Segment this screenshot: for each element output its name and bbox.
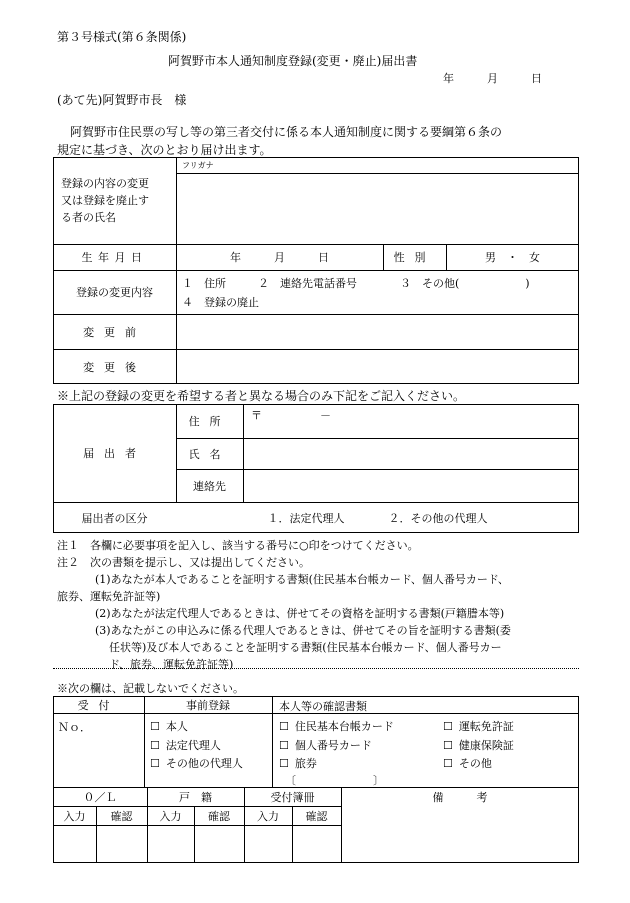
checkbox-icon: ☐ — [443, 738, 453, 752]
contact-field[interactable] — [247, 471, 575, 500]
remarks-header: 備 考 — [432, 790, 488, 804]
change-label: 登録の変更内容 — [76, 286, 153, 299]
change-option-other[interactable]: ３ その他( ) — [400, 277, 530, 290]
addressee: (あて先)阿賀野市長 様 — [57, 93, 187, 107]
checkbox-icon: ☐ — [279, 719, 289, 733]
checkbox-icon: ☐ — [150, 756, 160, 770]
before-field[interactable] — [180, 316, 576, 347]
before-label: 変更前 — [83, 325, 146, 339]
note-item-1: (1)あなたが本人であることを証明する書類(住民基本台帳カード、個人番号カード、 — [95, 573, 509, 586]
note-1: 注１ 各欄に必要事項を記入し、該当する番号に○印をつけてください。 — [57, 539, 419, 552]
note-2: 注２ 次の書類を提示し、又は提出してください。 — [57, 556, 310, 569]
ol-confirm-header: 確認 — [110, 809, 133, 823]
doc-option-passport[interactable]: ☐ 旅券 — [279, 756, 317, 770]
change-option-phone[interactable]: ２ 連絡先電話番号 — [258, 277, 357, 290]
name-label: 氏名 — [188, 447, 231, 461]
checkbox-icon: ☐ — [279, 756, 289, 770]
id-documents-header: 本人等の確認書類 — [279, 700, 367, 713]
koseki-input-header: 入力 — [159, 809, 182, 823]
sex-choice[interactable]: 男 ・ 女 — [485, 251, 540, 264]
category-label: 届出者の区分 — [81, 511, 148, 525]
doc-option-drivers-license[interactable]: ☐ 運転免許証 — [443, 719, 514, 733]
postal-mark: 〒 — [251, 409, 262, 422]
birth-label: 生年月日 — [81, 251, 148, 264]
checkbox-icon: ☐ — [443, 756, 453, 770]
name-label-line-1: 登録の内容の変更 — [61, 177, 149, 190]
doc-option-health-insurance[interactable]: ☐ 健康保険証 — [443, 738, 514, 752]
intro-line-2: 規定に基づき、次のとおり届け出ます。 — [57, 143, 272, 157]
pre-option-other-agent[interactable]: ☐ その他の代理人 — [150, 756, 243, 770]
birth-date-field[interactable]: 年 月 日 — [230, 251, 329, 264]
note-item-3: (3)あなたがこの申込みに係る代理人であるときは、併せてその旨を証明する書類(委 — [95, 624, 511, 637]
pre-option-self[interactable]: ☐ 本人 — [150, 719, 188, 733]
note-item-3-cont-2: ド、旅券、運転免許証等) — [109, 658, 234, 671]
change-option-address[interactable]: １ 住所 — [182, 277, 226, 290]
ledger-input-header: 入力 — [257, 809, 279, 823]
form-title: 阿賀野市本人通知制度登録(変更・廃止)届出書 — [168, 54, 418, 68]
name-label-line-2: 又は登録を廃止す — [61, 194, 149, 207]
ledger-confirm-header: 確認 — [305, 809, 328, 823]
pre-registration-header: 事前登録 — [186, 698, 230, 712]
note-item-3-cont-1: 任状等)及び本人であることを証明する書類(住民基本台帳カード、個人番号カー — [109, 641, 502, 654]
note-item-1-cont: 旅券、運転免許証等) — [57, 590, 161, 603]
name-label-line-3: る者の氏名 — [61, 211, 116, 224]
koseki-header: 戸 籍 — [179, 790, 212, 804]
sex-label: 性別 — [393, 251, 436, 264]
checkbox-icon: ☐ — [279, 738, 289, 752]
category-choice[interactable]: １．法定代理人 ２．その他の代理人 — [267, 511, 488, 525]
reception-number-label: Ｎｏ． — [58, 721, 91, 734]
form-number: 第３号様式(第６条関係) — [57, 30, 187, 44]
address-label: 住所 — [188, 415, 231, 428]
dotted-divider — [53, 668, 579, 669]
doc-option-resident-card[interactable]: ☐ 住民基本台帳カード — [279, 719, 394, 733]
checkbox-icon: ☐ — [150, 738, 160, 752]
name-field[interactable] — [247, 440, 575, 467]
intro-line-1: 阿賀野市住民票の写し等の第三者交付に係る本人通知制度に関する要綱第６条の — [70, 125, 503, 139]
pre-option-legal-agent[interactable]: ☐ 法定代理人 — [150, 738, 221, 752]
note-item-2: (2)あなたが法定代理人であるときは、併せてその資格を証明する書類(戸籍謄本等) — [95, 607, 505, 620]
after-label: 変更後 — [83, 360, 146, 374]
after-field[interactable] — [180, 351, 576, 382]
change-option-cancel[interactable]: ４ 登録の廃止 — [182, 296, 259, 309]
doc-option-other[interactable]: ☐ その他 — [443, 756, 492, 770]
separate-applicant-note: ※上記の登録の変更を希望する者と異なる場合のみ下記をご記入ください。 — [57, 389, 466, 403]
ol-input-header: 入力 — [63, 809, 86, 823]
contact-label: 連絡先 — [193, 479, 226, 493]
ol-header: ０／Ｌ — [83, 790, 117, 804]
checkbox-icon: ☐ — [150, 719, 160, 733]
koseki-confirm-header: 確認 — [208, 809, 230, 823]
other-doc-bracket: 〔 〕 — [285, 774, 384, 787]
checkbox-icon: ☐ — [443, 719, 453, 733]
applicant-label: 届出者 — [83, 447, 146, 460]
office-use-note: ※次の欄は、記載しないでください。 — [57, 682, 244, 695]
furigana-field[interactable] — [180, 175, 576, 241]
furigana-label: フリガナ — [182, 161, 214, 170]
address-field[interactable] — [247, 421, 575, 436]
date-line: 年 月 日 — [443, 72, 542, 85]
notes — [57, 537, 511, 673]
postal-dash: － — [320, 409, 331, 422]
doc-option-mynumber-card[interactable]: ☐ 個人番号カード — [279, 738, 372, 752]
reception-header: 受付 — [77, 698, 120, 712]
ledger-header: 受付簿冊 — [270, 790, 315, 804]
